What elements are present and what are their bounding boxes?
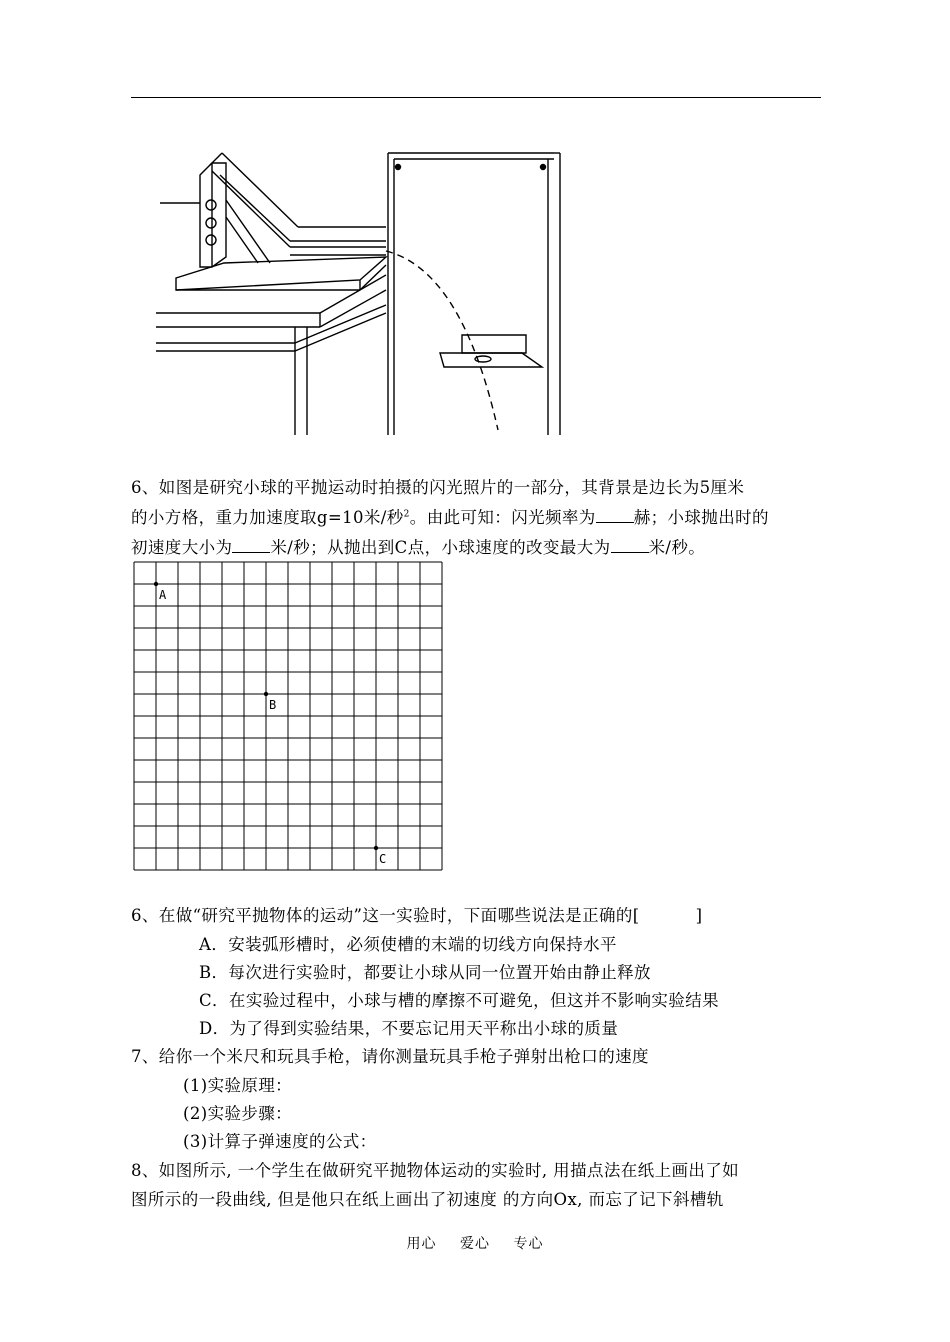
q6b-option-a: A．安装弧形槽时，必须使槽的末端的切线方向保持水平 xyxy=(199,935,617,954)
q6a-line3 xyxy=(131,534,705,558)
point-label-a: A xyxy=(159,588,167,602)
q7-part-1: (1)实验原理： xyxy=(183,1076,293,1095)
point-b xyxy=(264,692,268,696)
q6b-stem-post: ] xyxy=(695,906,703,925)
point-a xyxy=(154,582,158,586)
point-label-b: B xyxy=(269,698,277,712)
q6a-line2 xyxy=(131,504,769,528)
q6a-line2-pre: 的小方格，重力加速度取g=10米/秒 xyxy=(131,508,404,527)
q7-stem: 7、给你一个米尺和玩具手枪，请你测量玩具手枪子弹射出枪口的速度 xyxy=(131,1047,649,1066)
q6b-option-d: D．为了得到实验结果，不要忘记用天平称出小球的质量 xyxy=(199,1019,619,1038)
q6a-line1: 6、如图是研究小球的平抛运动时拍摄的闪光照片的一部分，其背景是边长为5厘米 xyxy=(131,478,745,497)
q6b-option-c: C．在实验过程中，小球与槽的摩擦不可避免，但这并不影响实验结果 xyxy=(199,991,720,1010)
point-label-c: C xyxy=(379,852,387,866)
q6a-line3-mid: 米/秒；从抛出到C点，小球速度的改变最大为 xyxy=(270,538,611,557)
q6a-exponent: 2 xyxy=(403,509,410,520)
q6b-stem-pre: 6、在做“研究平抛物体的运动”这一实验时，下面哪些说法是正确的[ xyxy=(131,906,640,925)
apparatus-figure xyxy=(150,145,570,440)
answer-blank xyxy=(596,508,634,523)
q6a-line2-mid: 。由此可知：闪光频率为 xyxy=(409,508,596,527)
q8-line2: 图所示的一段曲线, 但是他只在纸上画出了初速度 的方向Ox, 而忘了记下斜槽轨 xyxy=(131,1190,724,1209)
q6a-line3-post: 米/秒。 xyxy=(648,538,706,557)
flash-photo-grid xyxy=(133,561,443,871)
q7-part-3: (3)计算子弹速度的公式： xyxy=(183,1132,377,1151)
answer-blank xyxy=(232,538,270,553)
header-rule xyxy=(131,97,821,98)
q6a-line3-pre: 初速度大小为 xyxy=(131,538,233,557)
point-c xyxy=(374,846,378,850)
q7-part-2: (2)实验步骤： xyxy=(183,1104,293,1123)
q6b-option-b: B．每次进行实验时，都要让小球从同一位置开始由静止释放 xyxy=(199,963,651,982)
q6b-stem xyxy=(131,902,702,926)
q8-line1: 8、如图所示, 一个学生在做研究平抛物体运动的实验时, 用描点法在纸上画出了如 xyxy=(131,1161,740,1180)
answer-blank xyxy=(611,538,649,553)
page-footer: 用心 爱心 专心 xyxy=(406,1236,544,1252)
q6a-line2-post: 赫；小球抛出时的 xyxy=(633,508,769,527)
